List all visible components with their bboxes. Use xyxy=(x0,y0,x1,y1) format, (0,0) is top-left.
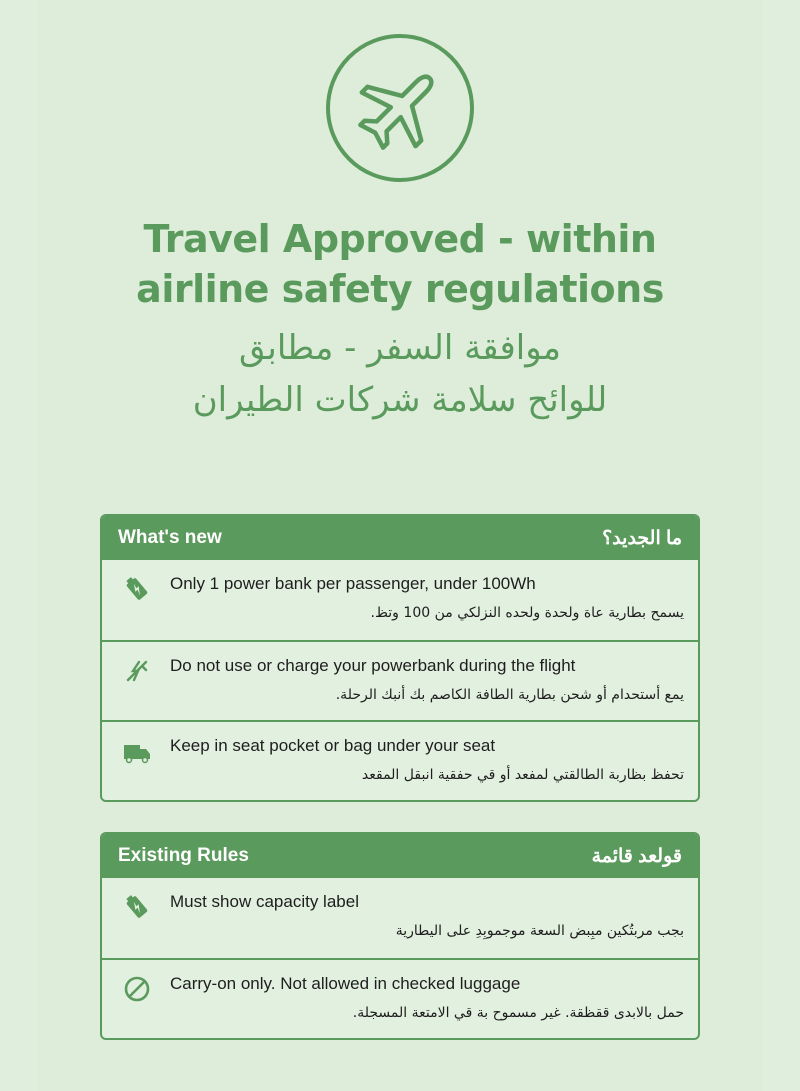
item-text-en: Keep in seat pocket or bag under your seat xyxy=(170,736,496,755)
item-text-ar: يمع أستحدام أو شحن بطارية الطافة الكاصم بك أنبك الرحلة. xyxy=(335,687,684,703)
item-text-en: Carry-on only. Not allowed in checked luggage xyxy=(170,974,521,993)
existing-rules-title-ar: قولعد قائمة xyxy=(591,845,682,867)
title-ar-line1: موافقة السفر - مطابق xyxy=(239,328,561,368)
list-item xyxy=(102,640,698,720)
luggage-truck-icon xyxy=(122,736,152,766)
item-text-ar: بجب مربتُكين مبِبض السعة موجموبِدِ على اليطارية xyxy=(395,923,684,939)
item-text-ar: حمل بالابدى ققظقة. غير مسموح بة قي الامتعة المسجلة. xyxy=(352,1005,684,1021)
no-charging-icon xyxy=(122,656,152,686)
prohibited-icon xyxy=(122,974,152,1004)
list-item xyxy=(102,560,698,640)
airplane-icon xyxy=(324,32,476,184)
title-ar-line2: للوائح سلامة شركات الطيران xyxy=(192,380,608,420)
whats-new-card xyxy=(100,514,700,802)
list-item xyxy=(102,958,698,1038)
list-item xyxy=(102,878,698,958)
power-bank-icon xyxy=(122,574,152,604)
title-english xyxy=(0,214,800,314)
whats-new-title-en: What's new xyxy=(118,527,222,548)
item-text-en: Must show capacity label xyxy=(170,892,359,911)
whats-new-header xyxy=(102,516,698,560)
item-text-en: Only 1 power bank per passenger, under 100Wh xyxy=(170,574,536,593)
existing-rules-title-en: Existing Rules xyxy=(118,845,249,866)
item-text-en: Do not use or charge your powerbank during the flight xyxy=(170,656,576,675)
item-text-ar: تحفظ بظاربة الطالقتي لمفعد أو قي حفقية انبقل المقعد xyxy=(361,767,684,783)
title-arabic xyxy=(0,322,800,426)
existing-rules-header xyxy=(102,834,698,878)
title-en-line1: Travel Approved - within xyxy=(143,217,657,261)
list-item xyxy=(102,720,698,800)
whats-new-title-ar: ما الجديد؟ xyxy=(602,527,682,549)
title-en-line2: airline safety regulations xyxy=(136,267,664,311)
existing-rules-card xyxy=(100,832,700,1040)
battery-label-icon xyxy=(122,892,152,922)
item-text-ar: يسمح بطارية عاة ولحدة ولحده النزلكي من 100 وتظ. xyxy=(370,605,684,621)
